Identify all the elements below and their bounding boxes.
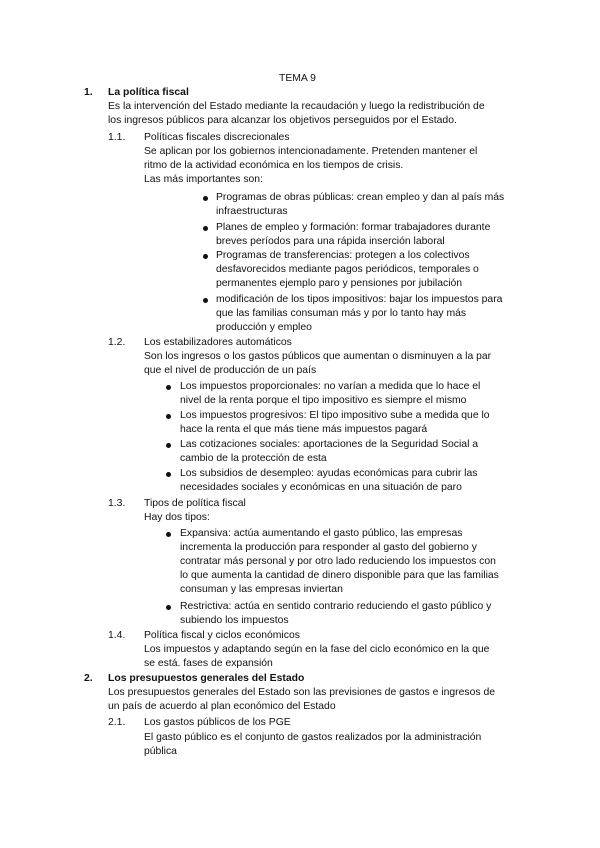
list-item-line: Los subsidios de desempleo: ayudas económicas para cubrir las — [180, 468, 478, 479]
paragraph-line: pública — [144, 746, 177, 757]
section-2-heading: Los presupuestos generales del Estado — [108, 673, 305, 684]
list-item-line: breves períodos para una rápida inserción laboral — [216, 236, 445, 247]
list-item-line: contratar más personal y por otro lado reduciendo los impuestos con — [180, 556, 496, 567]
list-item-line: que las familias consuman más y por lo tanto hay más — [216, 308, 467, 319]
subsection-1-1-number: 1.1. — [108, 132, 126, 143]
list-item-line: Los impuestos progresivos: El tipo impositivo sube a medida que lo — [180, 410, 490, 421]
list-item-line: Los impuestos proporcionales: no varían a medida que lo hace el — [180, 381, 481, 392]
list-item-line: modificación de los tipos impositivos: bajar los impuestos para — [216, 294, 503, 305]
list-item-line: consuman y las empresas inviertan — [180, 584, 343, 595]
list-item-line: cambio de la protección de esta — [180, 453, 327, 464]
list-item-line: desfavorecidos mediante pagos periódicos, temporales o — [216, 264, 479, 275]
section-1-intro-line: Es la intervención del Estado mediante la recaudación y luego la redistribución de — [108, 101, 485, 112]
list-item-line: Programas de transferencias: protegen a los colectivos — [216, 250, 470, 261]
list-item-line: Planes de empleo y formación: formar trabajadores durante — [216, 222, 491, 233]
list-item-line: necesidades sociales y económicas en una situación de paro — [180, 482, 462, 493]
subsection-1-4-heading: Política fiscal y ciclos económicos — [144, 630, 300, 641]
bullet-icon — [203, 226, 208, 231]
subsection-1-2-number: 1.2. — [108, 337, 126, 348]
bullet-icon — [166, 385, 171, 390]
paragraph-line: El gasto público es el conjunto de gastos realizados por la administración — [144, 732, 482, 743]
list-item-line: subiendo los impuestos — [180, 615, 289, 626]
list-item-line: incrementa la producción para responder al gasto del gobierno y — [180, 542, 477, 553]
bullet-icon — [203, 298, 208, 303]
section-2-intro-line: un país de acuerdo al plan económico del Estado — [108, 701, 336, 712]
bullet-icon — [203, 196, 208, 201]
subsection-1-4-number: 1.4. — [108, 630, 126, 641]
subsection-2-1-number: 2.1. — [108, 717, 126, 728]
bullet-icon — [166, 605, 171, 610]
list-item-line: Programas de obras públicas: crean empleo y dan al país más — [216, 192, 505, 203]
paragraph-line: Los impuestos y adaptando según en la fase del ciclo económico en la que — [144, 644, 490, 655]
paragraph-line: Son los ingresos o los gastos públicos que aumentan o disminuyen a la par — [144, 351, 492, 362]
list-item-line: producción y empleo — [216, 322, 312, 333]
list-item-line: permanentes ejemplo paro y pensiones por jubilación — [216, 278, 463, 289]
list-item-line: hace la renta el que más tiene más impuestos pagará — [180, 424, 428, 435]
paragraph-line: que el nivel de producción de un país — [144, 365, 317, 376]
section-1-intro-line: los ingresos públicos para alcanzar los objetivos perseguidos por el Estado. — [108, 115, 457, 126]
subsection-1-3-number: 1.3. — [108, 498, 126, 509]
paragraph-line: Hay dos tipos: — [144, 512, 210, 523]
paragraph-line: Las más importantes son: — [144, 174, 263, 185]
list-item-line: lo que aumenta la cantidad de dinero disponible para que las familias — [180, 570, 499, 581]
subsection-2-1-heading: Los gastos públicos de los PGE — [144, 717, 291, 728]
bullet-icon — [203, 254, 208, 259]
list-item-line: Restrictiva: actúa en sentido contrario reduciendo el gasto público y — [180, 601, 492, 612]
bullet-icon — [166, 443, 171, 448]
paragraph-line: se está. fases de expansión — [144, 658, 273, 669]
list-item-line: nivel de la renta porque el tipo impositivo es siempre el mismo — [180, 395, 467, 406]
subsection-1-3-heading: Tipos de política fiscal — [144, 498, 246, 509]
subsection-1-2-heading: Los estabilizadores automáticos — [144, 337, 292, 348]
paragraph-line: ritmo de la actividad económica en los tiempos de crisis. — [144, 160, 404, 171]
bullet-icon — [166, 414, 171, 419]
subsection-1-1-heading: Políticas fiscales discrecionales — [144, 132, 290, 143]
bullet-icon — [166, 532, 171, 537]
section-1-number: 1. — [84, 87, 93, 98]
list-item-line: infraestructuras — [216, 206, 288, 217]
bullet-icon — [166, 472, 171, 477]
page-title: TEMA 9 — [279, 73, 316, 84]
section-1-heading: La política fiscal — [108, 87, 189, 98]
section-2-intro-line: Los presupuestos generales del Estado son las previsiones de gastos e ingresos de — [108, 687, 496, 698]
paragraph-line: Se aplican por los gobiernos intencionadamente. Pretenden mantener el — [144, 146, 478, 157]
list-item-line: Expansiva: actúa aumentando el gasto público, las empresas — [180, 528, 463, 539]
section-2-number: 2. — [84, 673, 93, 684]
list-item-line: Las cotizaciones sociales: aportaciones de la Seguridad Social a — [180, 439, 479, 450]
